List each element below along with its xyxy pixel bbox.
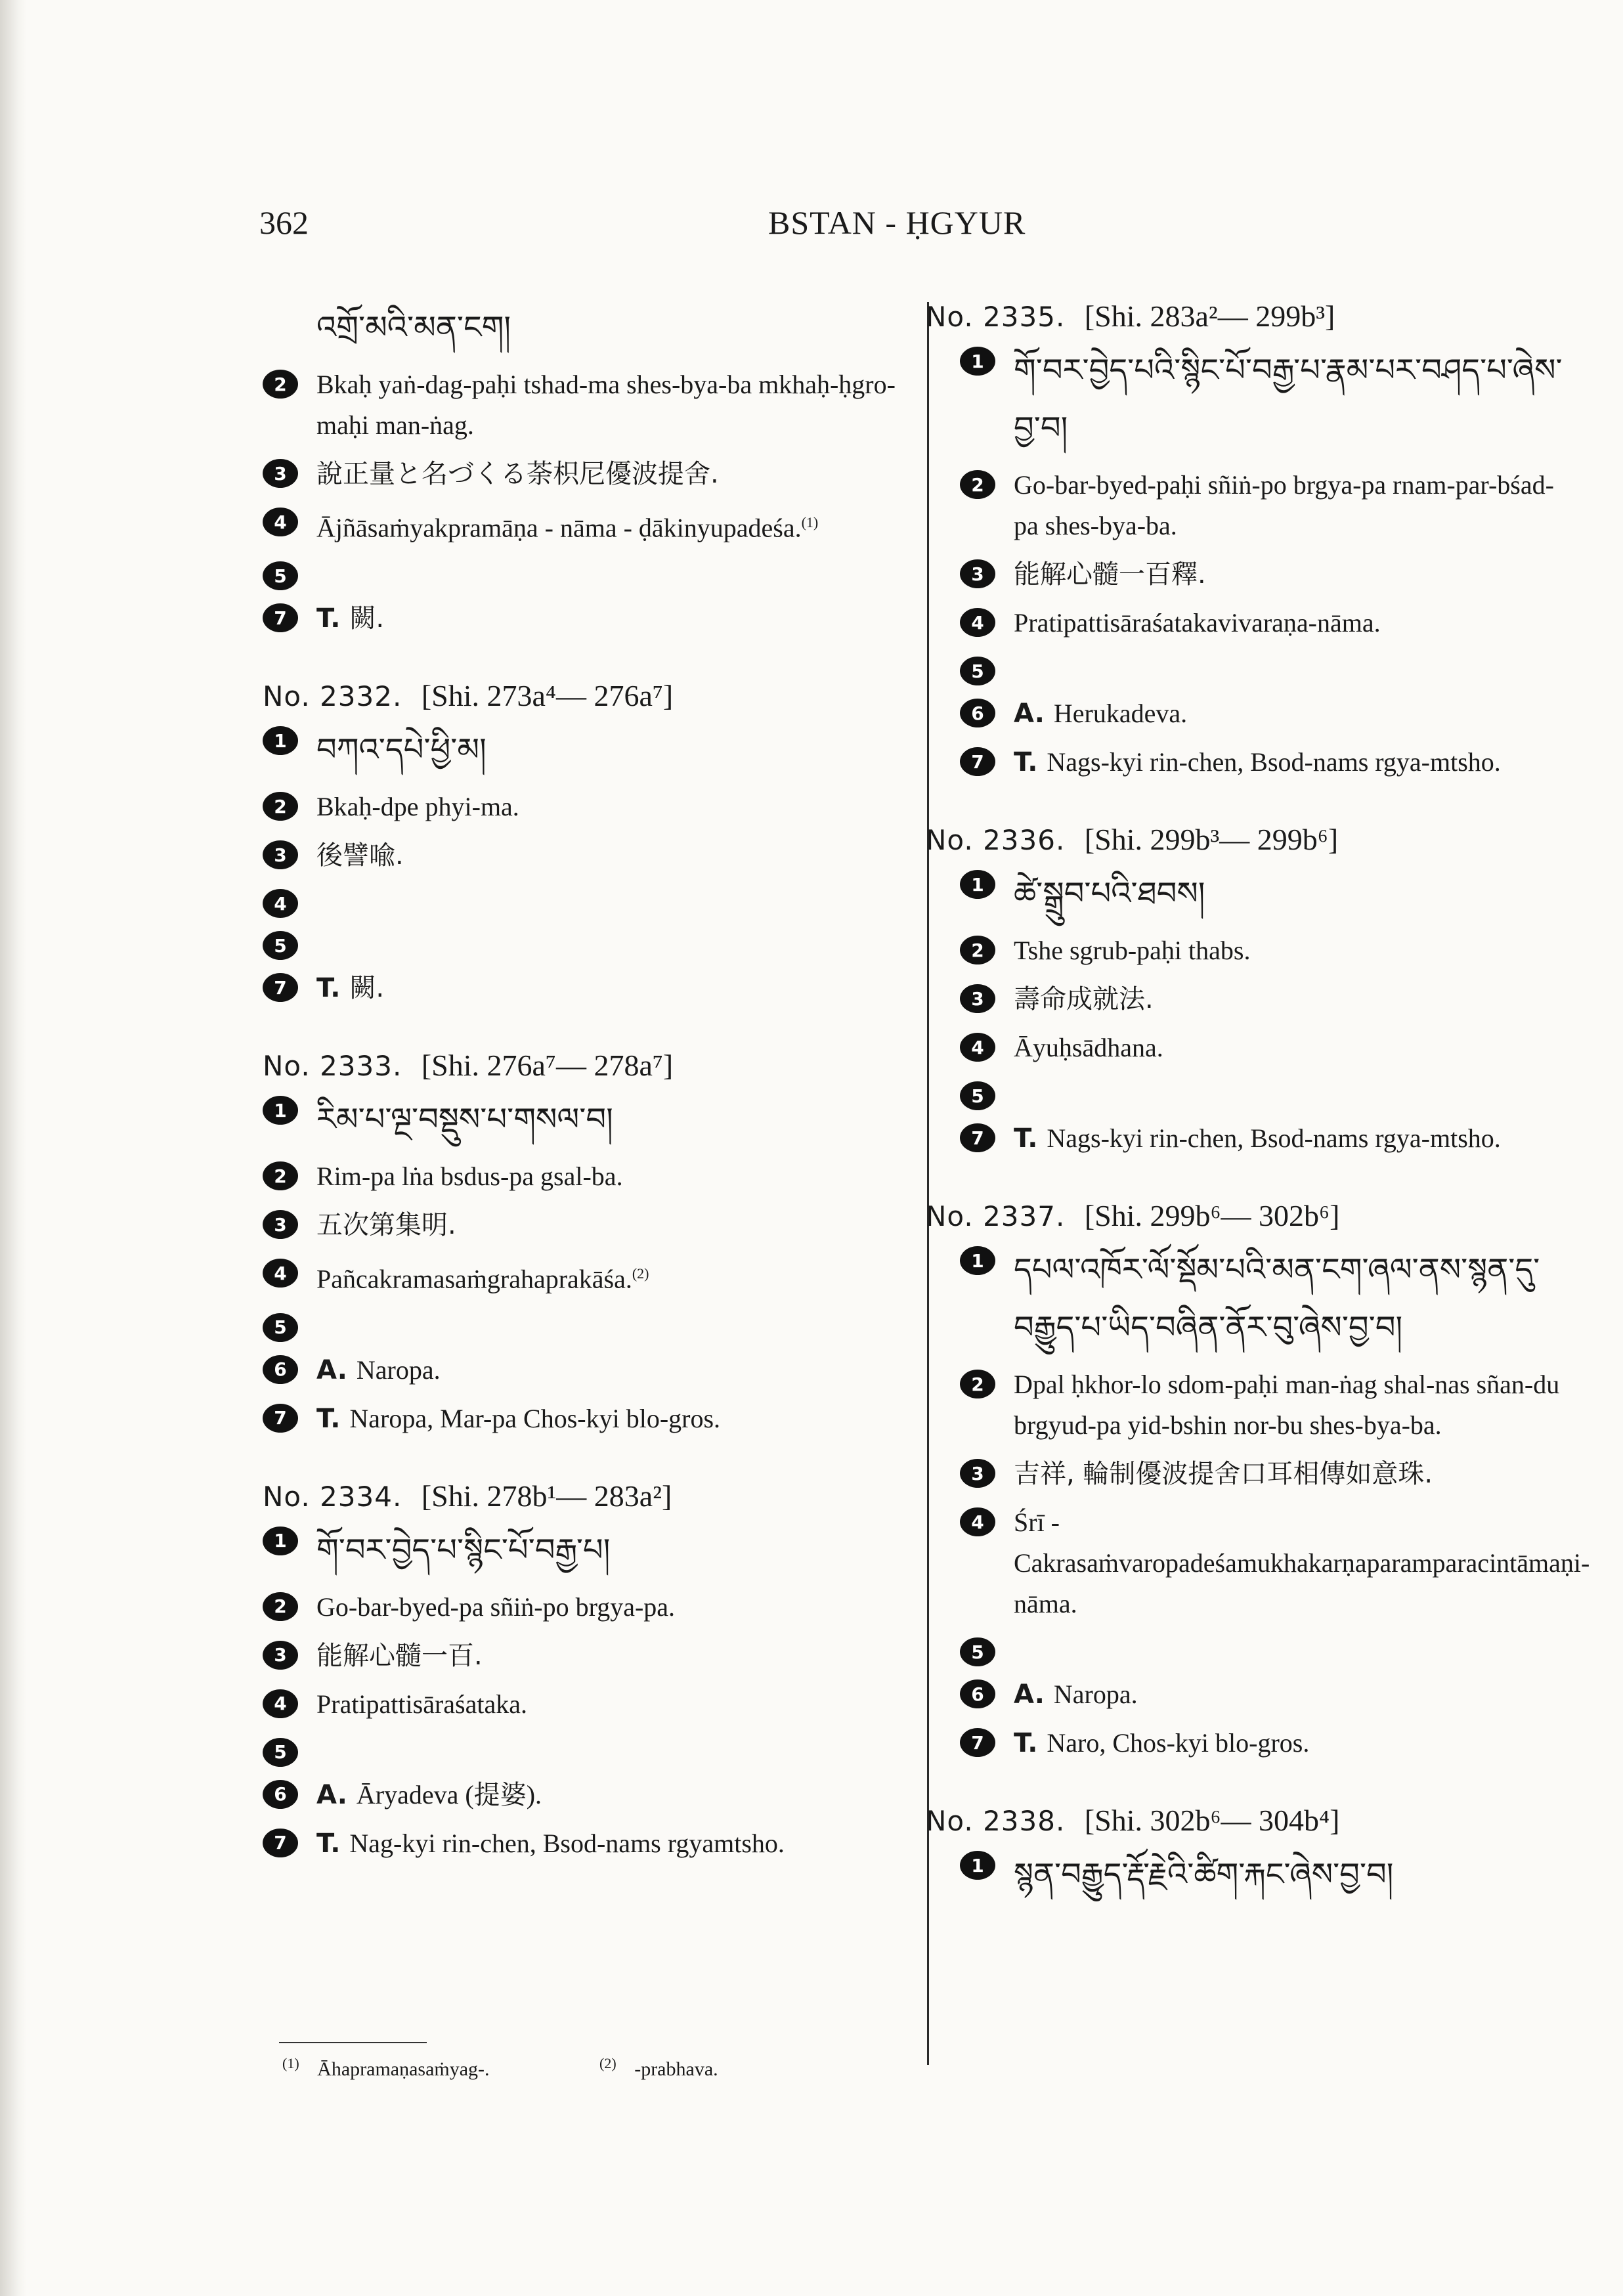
entry-number: No. 2336. — [926, 824, 1066, 856]
marker-7: 7 — [960, 747, 995, 776]
marker-5: 5 — [263, 561, 298, 590]
marker-3: 3 — [960, 984, 995, 1013]
translator: Nag-kyi rin-chen, Bsod-nams rgyamtsho. — [349, 1828, 785, 1858]
author: Herukadeva. — [1053, 699, 1188, 728]
folio-range: [Shi. 276a⁷— 278a⁷] — [421, 1049, 674, 1083]
transliteration: Bkaḥ yaṅ-dag-paḥi tshad-ma shes-bya-ba mkhaḥ-ḥgro-maḥi man-ṅag. — [316, 370, 896, 440]
transliteration: Rim-pa lṅa bsdus-pa gsal-ba. — [316, 1161, 623, 1192]
page-header — [0, 204, 1623, 256]
chinese-title: 壽命成就法. — [1014, 984, 1154, 1014]
marker-1: 1 — [960, 1246, 995, 1275]
sanskrit-title: Pañcakramasaṁgrahaprakāśa. — [316, 1264, 632, 1294]
entry-2333 — [263, 1048, 896, 1439]
marker-5: 5 — [960, 1637, 995, 1666]
marker-2: 2 — [263, 370, 298, 399]
page-number: 362 — [259, 204, 309, 241]
entry-2336 — [926, 822, 1576, 1159]
marker-3: 3 — [263, 459, 298, 488]
marker-5: 5 — [263, 931, 298, 960]
footnote-rule — [279, 2042, 427, 2043]
left-column — [263, 299, 896, 1903]
folio-range: [Shi. 299b³— 299b⁶] — [1084, 823, 1339, 856]
marker-7: 7 — [263, 973, 298, 1002]
marker-1: 1 — [263, 1527, 298, 1555]
entry-number: No. 2337. — [926, 1200, 1066, 1232]
book-spine-shadow — [0, 0, 26, 2296]
translator-label: T. — [1014, 1123, 1038, 1154]
translator-label: T. — [1014, 1728, 1038, 1758]
marker-4: 4 — [263, 508, 298, 536]
tibetan-title: གོ་བར་བྱེད་པའི་སྙིང་པོ་བརྒྱ་པ་རྣམ་པར་བཤད་པ་ཞེས་བྱ་བ། — [1014, 352, 1563, 446]
chinese-title: 能解心髓一百. — [316, 1640, 483, 1671]
entry-number: No. 2338. — [926, 1805, 1066, 1837]
translator: Nags-kyi rin-chen, Bsod-nams rgya-mtsho. — [1047, 747, 1501, 777]
translator-label: T. — [316, 973, 341, 1004]
marker-4: 4 — [263, 1259, 298, 1288]
tibetan-title: དཔལ་འཁོར་ལོ་སྡོམ་པའི་མན་ངག་ཞལ་ནས་སྙན་དུ་བརྒྱུད་པ་ཡིད་བཞིན་ནོར་བུ་ཞེས་བྱ་བ། — [1014, 1251, 1540, 1346]
folio-range: [Shi. 302b⁶— 304b⁴] — [1084, 1804, 1340, 1837]
marker-5: 5 — [263, 1738, 298, 1767]
translator: 闕. — [349, 973, 385, 1004]
marker-3: 3 — [960, 559, 995, 588]
folio-range: [Shi. 278b¹— 283a²] — [421, 1479, 672, 1513]
tibetan-title: རིམ་པ་ལྔ་བསྡུས་པ་གསལ་བ། — [316, 1101, 613, 1138]
marker-4: 4 — [960, 1033, 995, 1062]
footnote-ref-1: (1) — [801, 514, 819, 531]
sanskrit-title: Ājñāsaṁyakpramāṇa - nāma - ḍākinyupadeśa. — [316, 513, 802, 543]
marker-1: 1 — [960, 347, 995, 376]
marker-6: 6 — [960, 1679, 995, 1708]
marker-5: 5 — [960, 1081, 995, 1110]
entry-number: No. 2334. — [263, 1480, 402, 1513]
entry-number: No. 2333. — [263, 1050, 402, 1083]
transliteration: Go-bar-byed-pa sñiṅ-po brgya-pa. — [316, 1592, 676, 1622]
marker-7: 7 — [960, 1728, 995, 1757]
footnotes — [282, 2055, 745, 2081]
marker-3: 3 — [263, 1210, 298, 1239]
marker-7: 7 — [960, 1123, 995, 1152]
tibetan-title: ཚེ་སྒྲུབ་པའི་ཐབས། — [1014, 875, 1205, 912]
entry-2335 — [926, 299, 1576, 783]
marker-3: 3 — [960, 1459, 995, 1488]
entry-2334 — [263, 1479, 896, 1864]
running-title: BSTAN - ḤGYUR — [768, 204, 1026, 241]
entry-2337 — [926, 1198, 1590, 1764]
right-column — [926, 299, 1590, 1943]
marker-4: 4 — [960, 1507, 995, 1536]
marker-3: 3 — [263, 840, 298, 869]
marker-2: 2 — [263, 1592, 298, 1621]
marker-7: 7 — [263, 603, 298, 632]
tibetan-title: འགྲོ་མའི་མན་ངག། — [316, 309, 511, 346]
marker-2: 2 — [263, 792, 298, 821]
tibetan-title: བཀའ་དཔེ་ཕྱི་མ། — [316, 731, 487, 769]
footnote-1-text: Āhapramaṇasaṁyag-. — [317, 2058, 490, 2080]
footnote-2-text: -prabhava. — [634, 2058, 718, 2080]
transliteration: Go-bar-byed-paḥi sñiṅ-po brgya-pa rnam-par-bśad-pa shes-bya-ba. — [1014, 470, 1554, 540]
marker-7: 7 — [263, 1829, 298, 1857]
marker-3: 3 — [263, 1641, 298, 1670]
sanskrit-title: Śrī - Cakrasaṁvaropadeśamukhakarṇaparamparacintāmaṇi-nāma. — [1014, 1507, 1590, 1618]
chinese-title: 吉祥, 輪制優波提舍口耳相傳如意珠. — [1014, 1459, 1433, 1489]
marker-2: 2 — [960, 936, 995, 964]
marker-1: 1 — [263, 726, 298, 755]
translator-label: T. — [316, 603, 341, 634]
author-label: A. — [316, 1354, 347, 1385]
folio-range: [Shi. 283a²— 299b³] — [1084, 299, 1335, 333]
marker-4: 4 — [263, 889, 298, 918]
chinese-title: 說正量と名づくる荼枳尼優波提舍. — [316, 459, 719, 489]
footnote-ref-2: (2) — [632, 1265, 649, 1282]
marker-2: 2 — [263, 1161, 298, 1190]
folio-range: [Shi. 273a⁴— 276a⁷] — [421, 679, 674, 713]
author: Naropa. — [1053, 1679, 1138, 1709]
author-label: A. — [1014, 699, 1045, 729]
translator: 闕. — [349, 603, 385, 634]
marker-5: 5 — [960, 657, 995, 685]
folio-range: [Shi. 299b⁶— 302b⁶] — [1084, 1199, 1340, 1232]
entry-2332 — [263, 678, 896, 1008]
translator-label: T. — [316, 1828, 341, 1859]
marker-1: 1 — [960, 1851, 995, 1880]
sanskrit-title: Pratipattisāraśataka. — [316, 1689, 527, 1719]
marker-6: 6 — [960, 699, 995, 727]
translator-label: T. — [1014, 747, 1038, 777]
chinese-title: 能解心髓一百釋. — [1014, 559, 1206, 590]
translator: Nags-kyi rin-chen, Bsod-nams rgya-mtsho. — [1047, 1123, 1501, 1153]
chinese-title: 後譬喩. — [316, 840, 404, 871]
translator-label: T. — [316, 1403, 341, 1434]
author: Āryadeva (提婆). — [356, 1779, 542, 1809]
author-label: A. — [1014, 1679, 1045, 1710]
marker-2: 2 — [960, 1370, 995, 1398]
marker-4: 4 — [263, 1689, 298, 1718]
transliteration: Dpal ḥkhor-lo sdom-paḥi man-ṅag shal-nas sñan-du brgyud-pa yid-bshin nor-bu shes-bya-ba. — [1014, 1370, 1560, 1440]
sanskrit-title: Āyuḥsādhana. — [1014, 1033, 1163, 1062]
translator: Naropa, Mar-pa Chos-kyi blo-gros. — [349, 1403, 721, 1433]
footnote-2-mark: (2) — [599, 2055, 617, 2071]
author: Naropa. — [356, 1354, 441, 1385]
marker-6: 6 — [263, 1355, 298, 1384]
footnote-1-mark: (1) — [282, 2055, 299, 2071]
entry-continued — [263, 299, 896, 639]
transliteration: Tshe sgrub-paḥi thabs. — [1014, 936, 1251, 965]
author-label: A. — [316, 1779, 347, 1810]
tibetan-title: གོ་བར་བྱེད་པ་སྙིང་པོ་བརྒྱ་པ། — [316, 1531, 611, 1569]
marker-1: 1 — [263, 1096, 298, 1125]
marker-2: 2 — [960, 470, 995, 499]
tibetan-title: སྙན་བརྒྱུད་རྡོ་རྗེའི་ཚིག་རྐང་ཞེས་བྱ་བ། — [1014, 1856, 1394, 1893]
entry-number: No. 2332. — [263, 680, 402, 713]
marker-1: 1 — [960, 870, 995, 899]
chinese-title: 五次第集明. — [316, 1210, 456, 1241]
entry-2338 — [926, 1803, 1576, 1903]
sanskrit-title: Pratipattisāraśatakavivaraṇa-nāma. — [1014, 608, 1381, 638]
marker-6: 6 — [263, 1780, 298, 1809]
entry-number: No. 2335. — [926, 301, 1066, 333]
marker-7: 7 — [263, 1404, 298, 1433]
marker-5: 5 — [263, 1313, 298, 1342]
transliteration: Bkaḥ-dpe phyi-ma. — [316, 792, 519, 822]
translator: Naro, Chos-kyi blo-gros. — [1047, 1728, 1310, 1758]
marker-4: 4 — [960, 608, 995, 637]
